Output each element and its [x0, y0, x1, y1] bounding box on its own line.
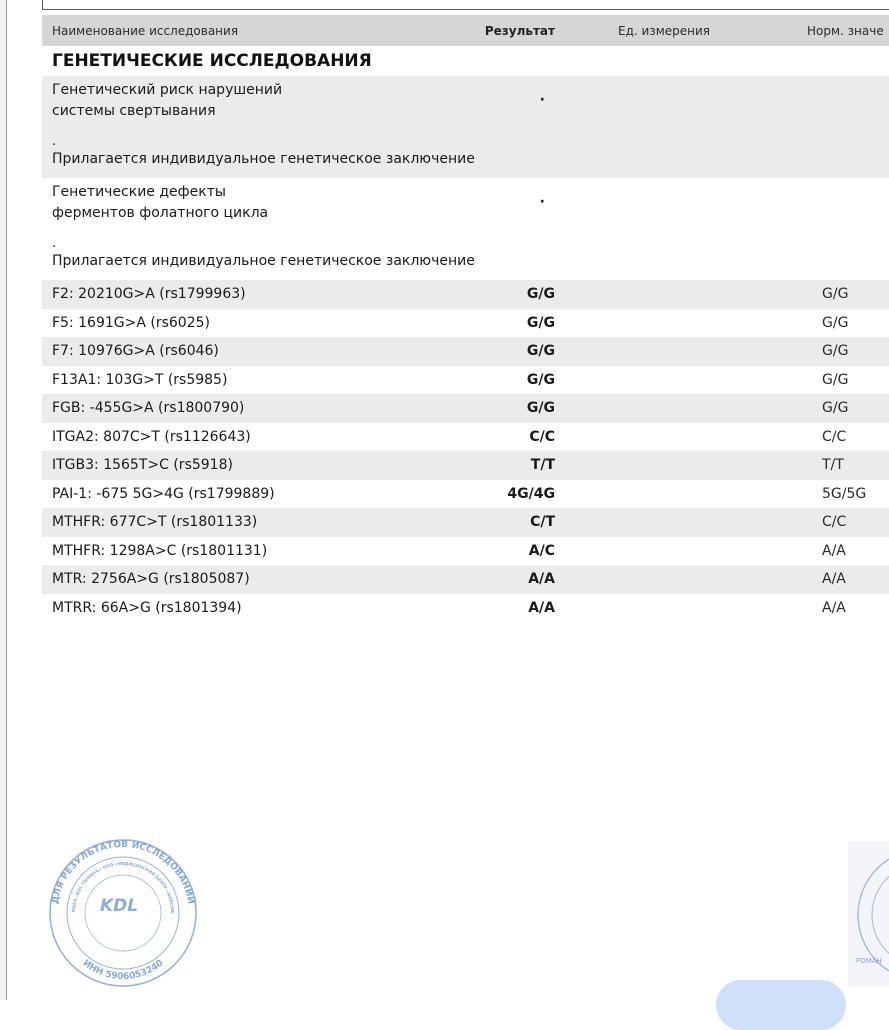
table-row	[42, 423, 889, 452]
stamp-outer-text: ДЛЯ РЕЗУЛЬТАТОВ ИССЛЕДОВАНИЙ	[50, 839, 196, 905]
group-coagulation	[42, 76, 889, 178]
header-name: Наименование исследования	[52, 23, 239, 38]
doctor-stamp-text2: РОМАН	[856, 957, 882, 965]
gene-norm: G/G	[822, 343, 849, 360]
gene-name: MTRR: 66A>G (rs1801394)	[52, 599, 242, 616]
gene-result: C/C	[529, 428, 555, 445]
gene-norm: G/G	[822, 286, 849, 303]
group-title-line2: ферментов фолатного цикла	[52, 205, 269, 221]
gene-norm: A/A	[822, 571, 846, 588]
group-dot: .	[52, 134, 57, 149]
gene-name: F5: 1691G>A (rs6025)	[52, 314, 210, 331]
group-text	[42, 178, 482, 280]
lab-stamp	[48, 838, 198, 988]
stamp-inner-text: ЛИАЛ «KDL ТЮМЕНЬ» ООО «МЕДИЦИНСКИЙ ЦЕНТР «НОВОМЕ	[70, 860, 176, 914]
gene-result: A/C	[528, 542, 555, 559]
gene-name: MTR: 2756A>G (rs1805087)	[52, 571, 250, 588]
gene-result: G/G	[526, 400, 555, 417]
header-unit: Ед. измерения	[618, 23, 710, 38]
table-row	[42, 366, 889, 395]
gene-name: ITGA2: 807C>T (rs1126643)	[52, 428, 251, 445]
group-title-line1: Генетические дефекты	[52, 184, 226, 200]
gene-name: MTHFR: 677C>T (rs1801133)	[52, 514, 258, 531]
group-result: ·	[539, 194, 545, 210]
header-result: Результат	[484, 23, 555, 38]
gene-name: FGB: -455G>A (rs1800790)	[52, 400, 245, 417]
table-row	[42, 508, 889, 537]
gene-norm: T/T	[822, 457, 844, 474]
gene-result: G/G	[526, 371, 555, 388]
header-norm: Норм. значе	[807, 23, 884, 38]
table-row	[42, 594, 889, 623]
gene-name: F13A1: 103G>T (rs5985)	[52, 371, 228, 388]
gene-name: F7: 10976G>A (rs6046)	[52, 343, 219, 360]
table-row	[42, 280, 889, 309]
table-row	[42, 565, 889, 594]
group-folate	[42, 178, 889, 280]
gene-result: A/A	[528, 599, 555, 616]
stamp-inn: ИНН 5906053240	[80, 958, 166, 983]
gene-result: 4G/4G	[507, 485, 555, 502]
gene-norm: A/A	[822, 542, 846, 559]
gene-norm: G/G	[822, 314, 849, 331]
svg-text:ИНН 5906053240	[81, 958, 166, 982]
gene-name: F2: 20210G>A (rs1799963)	[52, 286, 246, 303]
gene-result: G/G	[526, 343, 555, 360]
gene-result: T/T	[530, 457, 555, 474]
gene-norm: C/C	[822, 514, 847, 531]
group-note: Прилагается индивидуальное генетическое заключение	[52, 151, 475, 167]
gene-name: ITGB3: 1565T>C (rs5918)	[52, 457, 233, 474]
gene-norm: 5G/5G	[822, 485, 867, 502]
gene-name: PAI-1: -675 5G>4G (rs1799889)	[52, 485, 275, 502]
floating-action-button[interactable]	[716, 980, 846, 1030]
table-row	[42, 394, 889, 423]
gene-norm: G/G	[822, 371, 849, 388]
gene-result: G/G	[526, 314, 555, 331]
group-title-line2: системы свертывания	[52, 103, 216, 119]
group-text	[42, 76, 482, 178]
gene-norm: A/A	[822, 599, 846, 616]
table-row	[42, 337, 889, 366]
gene-norm: G/G	[822, 400, 849, 417]
gene-norm: C/C	[822, 428, 847, 445]
stamp-logo: KDL	[100, 896, 139, 916]
group-note: Прилагается индивидуальное генетическое заключение	[52, 253, 475, 269]
table-row	[42, 480, 889, 509]
doctor-stamp	[852, 845, 889, 985]
gene-result: C/T	[530, 514, 555, 531]
section-title: ГЕНЕТИЧЕСКИЕ ИССЛЕДОВАНИЯ	[52, 51, 372, 71]
table-row	[42, 309, 889, 338]
gene-result: G/G	[526, 286, 555, 303]
group-title	[42, 76, 482, 122]
results-table	[42, 15, 889, 622]
group-result: ·	[539, 92, 545, 108]
gene-rows	[42, 280, 889, 622]
gene-name: MTHFR: 1298A>C (rs1801131)	[52, 542, 268, 559]
patient-info-box	[42, 0, 889, 10]
table-row	[42, 451, 889, 480]
table-row	[42, 537, 889, 566]
page-left-edge	[0, 0, 7, 1000]
group-dot: .	[52, 236, 57, 251]
gene-result: A/A	[528, 571, 555, 588]
group-title	[42, 178, 482, 224]
table-header	[42, 15, 889, 46]
group-title-line1: Генетический риск нарушений	[52, 82, 283, 98]
